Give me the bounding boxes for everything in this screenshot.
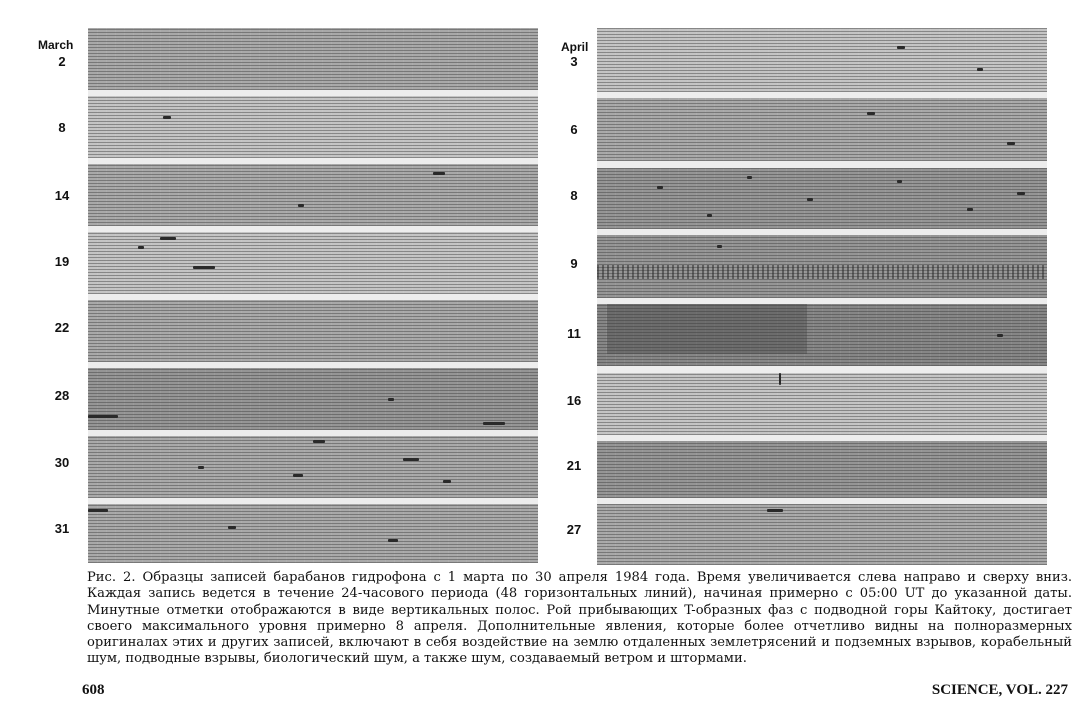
event-mark [88,509,108,512]
noise-blot [607,304,807,354]
event-mark [657,186,663,189]
date-label-march-22: 22 [54,320,70,335]
record-strip-april-6 [597,98,1047,161]
record-strip-april-9 [597,235,1047,298]
journal-footer: SCIENCE, VOL. 227 [931,682,1068,698]
date-label-april-16: 16 [566,393,582,408]
event-mark [977,68,983,71]
noise-band [597,265,1047,279]
event-mark [388,539,398,542]
event-mark [298,204,304,207]
event-mark [779,373,781,385]
date-label-april-21: 21 [566,458,582,473]
event-mark [1007,142,1015,145]
record-strip-april-3 [597,28,1047,92]
event-mark [293,474,303,477]
april-month-label: April [561,40,589,54]
record-strip-march-19 [88,232,538,294]
record-strip-april-16 [597,373,1047,435]
event-mark [193,266,215,269]
figure-caption: Рис. 2. Образцы записей барабанов гидрофона с 1 марта по 30 апреля 1984 года. Время увеличивается слева направо и сверху вниз. Каждая запись ведется в течение 24-часового периода (48 горизонтальных линий), начиная примерно с 05:00 UT до указанной даты. Минутные отметки отображаются в виде вертикальных полос. Рой прибывающих T-образных фаз с подводной горы Кайтоку, достигает своего максимального уровня примерно 8 апреля. Дополнительные явления, которые более отчетливо видны на полноразмерных оригиналах этих и других записей, включают в себя воздействие на землю отдаленных землетрясений и подземных взрывов, корабельный шум, подводные взрывы, биологический шум, а также шум, создаваемый ветром и штормами. [87,570,1072,667]
event-mark [443,480,451,483]
page-number: 608 [82,682,105,698]
event-mark [897,46,905,49]
event-mark [767,509,783,512]
event-mark [228,526,236,529]
event-mark [747,176,752,179]
record-strip-april-21 [597,441,1047,498]
event-mark [138,246,144,249]
event-mark [388,398,394,401]
event-mark [163,116,171,119]
date-label-march-30: 30 [54,455,70,470]
event-mark [717,245,722,248]
event-mark [997,334,1003,337]
event-mark [313,440,325,443]
event-mark [807,198,813,201]
date-label-march-2: 2 [58,54,66,69]
date-label-march-8: 8 [58,120,66,135]
date-label-april-3: 3 [570,54,578,69]
record-strip-april-8 [597,168,1047,229]
date-label-march-19: 19 [54,254,70,269]
record-strip-march-31 [88,504,538,563]
event-mark [403,458,419,461]
event-mark [433,172,445,175]
event-mark [160,237,176,240]
date-label-april-6: 6 [570,122,578,137]
event-mark [1017,192,1025,195]
record-strip-march-8 [88,96,538,158]
date-label-march-31: 31 [54,521,70,536]
april-records-panel [597,28,1047,565]
date-label-march-14: 14 [54,188,70,203]
event-mark [707,214,712,217]
event-mark [967,208,973,211]
date-label-april-8: 8 [570,188,578,203]
march-records-panel [88,28,538,563]
record-strip-march-30 [88,436,538,498]
date-label-april-27: 27 [566,522,582,537]
date-label-april-9: 9 [570,256,578,271]
event-mark [897,180,902,183]
event-mark [198,466,204,469]
record-strip-april-11 [597,304,1047,366]
event-mark [867,112,875,115]
record-strip-march-2 [88,28,538,90]
event-mark [483,422,505,425]
event-mark [88,415,118,418]
record-strip-march-22 [88,300,538,362]
record-strip-april-27 [597,504,1047,565]
date-label-april-11: 11 [567,326,581,341]
record-strip-march-28 [88,368,538,430]
record-strip-march-14 [88,164,538,226]
march-month-label: March [38,38,74,52]
date-label-march-28: 28 [54,388,70,403]
